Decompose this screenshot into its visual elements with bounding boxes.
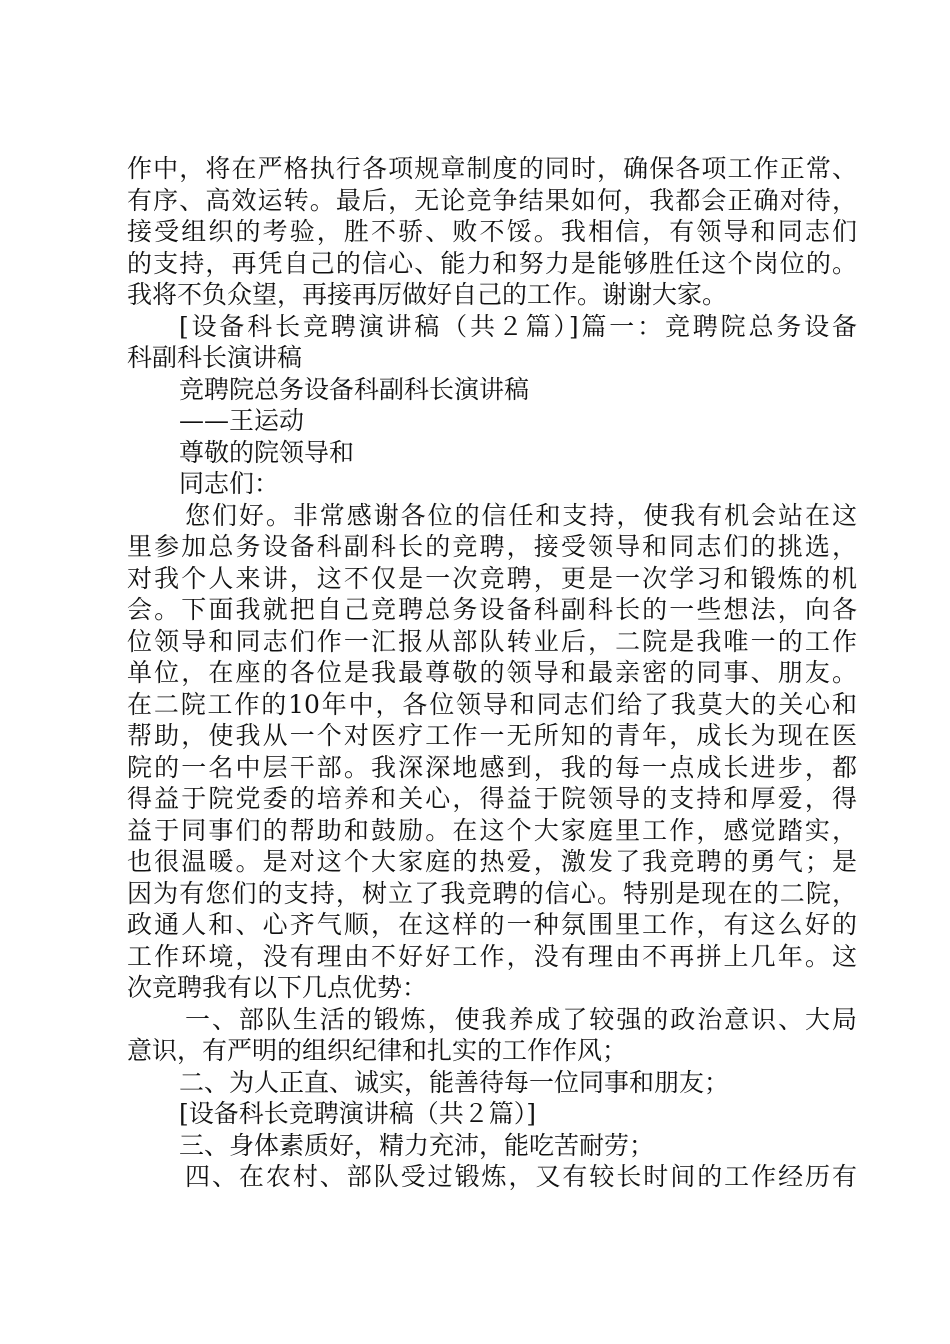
author-line: ——王运动 <box>179 406 305 435</box>
text-line: 会。下面我就把自己竞聘总务设备科副科长的一些想法，向各 <box>127 595 857 624</box>
salutation-line: 同志们： <box>179 469 280 498</box>
text-line: 三、身体素质好，精力充沛，能吃苦耐劳； <box>179 1130 655 1160</box>
text-line: 接受组织的考验，胜不骄、败不馁。我相信，有领导和同志们 <box>127 217 857 246</box>
document-body <box>127 153 857 1193</box>
text-line: 得益于院党委的培养和关心，得益于院领导的支持和厚爱，得 <box>127 784 857 813</box>
text-line: 的支持，再凭自己的信心、能力和努力是能够胜任这个岗位的。 <box>127 248 857 278</box>
text-line: [设备科长竞聘演讲稿（共２篇）]篇一：竞聘院总务设备 <box>179 311 857 341</box>
text-line: 您们好。非常感谢各位的信任和支持，使我有机会站在这 <box>185 500 857 530</box>
text-line: 院的一名中层干部。我深深地感到，我的每一点成长进步，都 <box>127 752 857 782</box>
text-line: 位领导和同志们作一汇报从部队转业后，二院是我唯一的工作 <box>127 626 857 656</box>
text-line: 次竞聘我有以下几点优势： <box>127 973 428 1002</box>
text-line: 对我个人来讲，这不仅是一次竞聘，更是一次学习和锻炼的机 <box>127 563 857 593</box>
text-line: 作中，将在严格执行各项规章制度的同时，确保各项工作正常、 <box>127 154 857 183</box>
salutation-line: 尊敬的院领导和 <box>179 437 355 467</box>
text-line: [设备科长竞聘演讲稿（共２篇）] <box>179 1099 537 1128</box>
text-line: 二、为人正直、诚实，能善待每一位同事和朋友； <box>179 1067 730 1097</box>
text-line: 政通人和、心齐气顺，在这样的一种氛围里工作，有这么好的 <box>127 910 857 939</box>
text-line: 有序、高效运转。最后，无论竞争结果如何，我都会正确对待， <box>127 185 857 215</box>
text-line: 在二院工作的10年中，各位领导和同志们给了我莫大的关心和 <box>127 689 857 719</box>
text-line: 科副科长演讲稿 <box>127 343 303 372</box>
text-line: 一、部队生活的锻炼，使我养成了较强的政治意识、大局 <box>185 1004 857 1034</box>
text-line: 里参加总务设备科副科长的竞聘，接受领导和同志们的挑选， <box>127 532 857 561</box>
text-line: 也很温暖。是对这个大家庭的热爱，激发了我竞聘的勇气；是 <box>127 847 857 876</box>
text-line: 帮助，使我从一个对医疗工作一无所知的青年，成长为现在医 <box>127 721 857 750</box>
text-line: 四、在农村、部队受过锻炼，又有较长时间的工作经历有 <box>185 1162 857 1191</box>
text-line: 因为有您们的支持，树立了我竞聘的信心。特别是现在的二院， <box>127 878 857 908</box>
text-line: 单位，在座的各位是我最尊敬的领导和最亲密的同事、朋友。 <box>127 658 857 687</box>
text-line: 益于同事们的帮助和鼓励。在这个大家庭里工作，感觉踏实， <box>127 815 857 845</box>
text-line: 工作环境，没有理由不好好工作，没有理由不再拼上几年。这 <box>127 941 857 971</box>
section-title: 竞聘院总务设备科副科长演讲稿 <box>179 374 530 404</box>
text-line: 我将不负众望，再接再厉做好自己的工作。谢谢大家。 <box>127 280 728 309</box>
text-line: 意识，有严明的组织纪律和扎实的工作作风； <box>127 1036 628 1065</box>
